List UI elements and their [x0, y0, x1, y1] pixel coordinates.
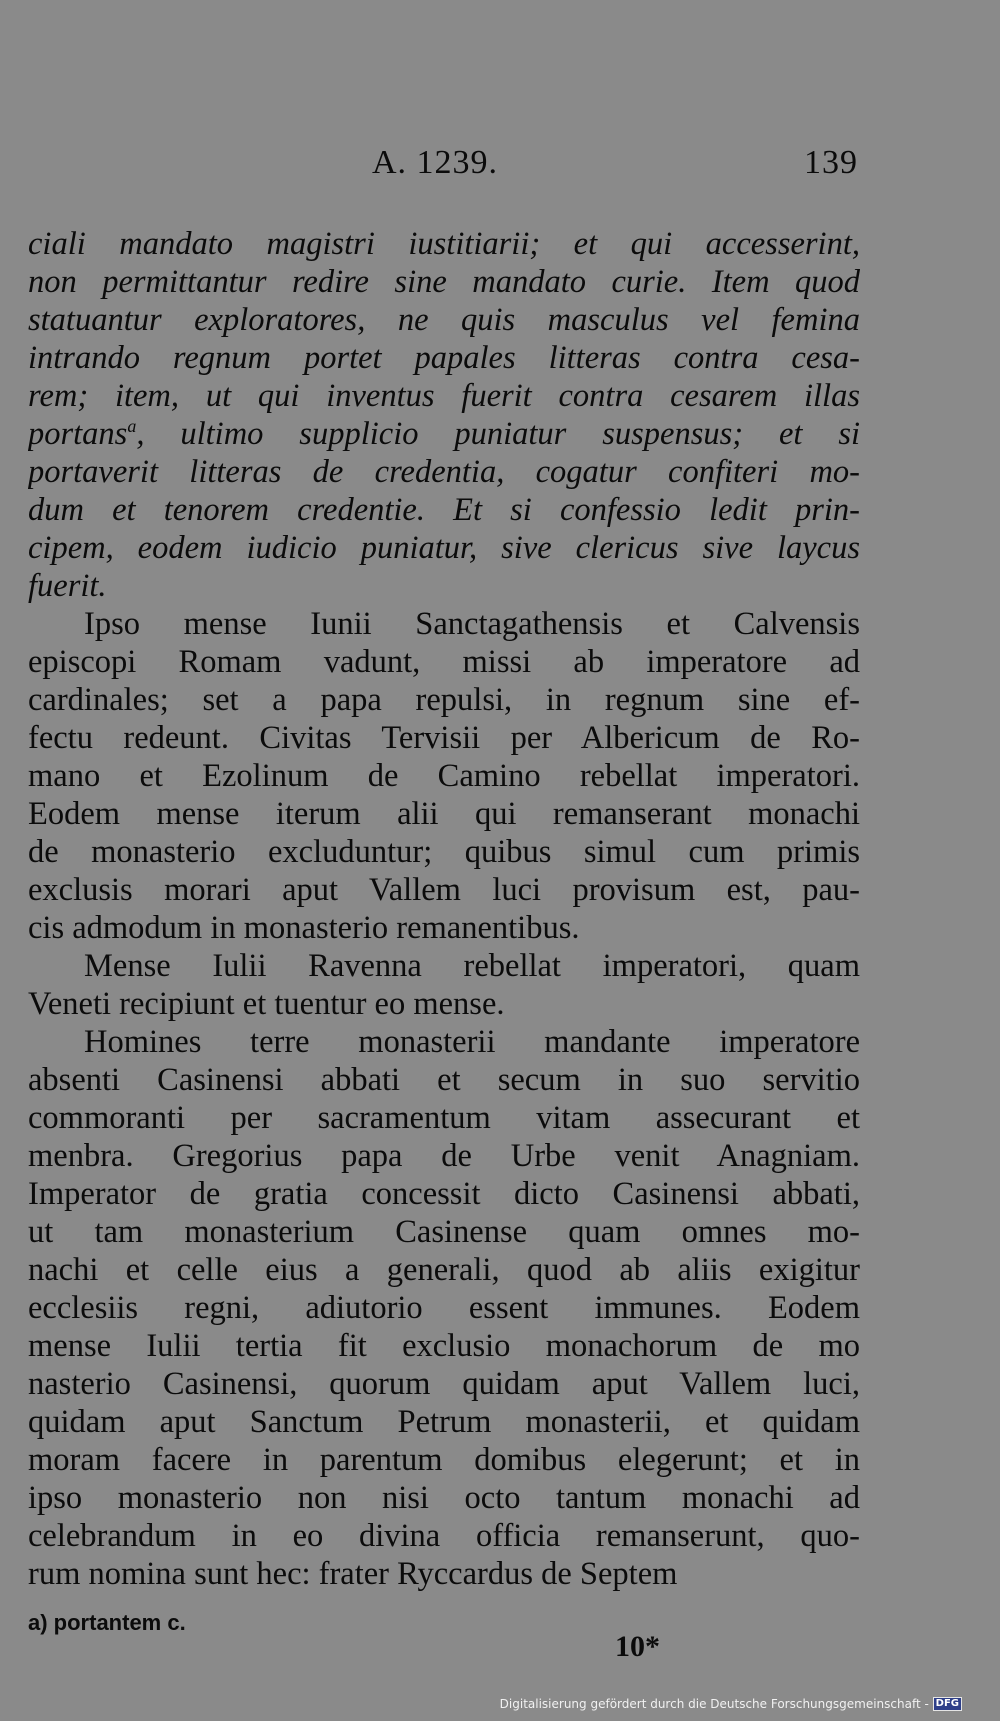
dfg-logo-icon: DFG	[933, 1697, 962, 1711]
paragraph-line: ecclesiis regni, adiutorio essent immunes. Eodem	[28, 1290, 860, 1326]
paragraph-line: de monasterio excluduntur; quibus simul cum primis	[28, 834, 860, 870]
text-line: portaverit litteras de credentia, cogatur confiteri mo-	[28, 454, 860, 490]
paragraph-line: cardinales; set a papa repulsi, in regnum sine ef-	[28, 682, 860, 718]
paragraph-line: menbra. Gregorius papa de Urbe venit Anagniam.	[28, 1138, 860, 1174]
paragraph-line: exclusis morari aput Vallem luci provisum est, pau-	[28, 872, 860, 908]
text-line: statuantur exploratores, ne quis masculus vel femina	[28, 302, 860, 338]
paragraph-line: quidam aput Sanctum Petrum monasterii, et quidam	[28, 1404, 860, 1440]
text-line: cipem, eodem iudicio puniatur, sive clericus sive laycus	[28, 530, 860, 566]
paragraph-line: commoranti per sacramentum vitam assecurant et	[28, 1100, 860, 1136]
paragraph-line: Ipso mense Iunii Sanctagathensis et Calvensis	[84, 606, 860, 642]
paragraph-line: Imperator de gratia concessit dicto Casinensi abbati,	[28, 1176, 860, 1212]
signature-mark: 10*	[615, 1630, 660, 1663]
text-line: ciali mandato magistri iustitiarii; et qui accesserint,	[28, 226, 860, 262]
text-line: intrando regnum portet papales litteras contra cesa-	[28, 340, 860, 376]
paragraph-line: cis admodum in monasterio remanentibus.	[28, 910, 580, 946]
footnote: a) portantem c.	[28, 1610, 186, 1635]
paragraph-line: mano et Ezolinum de Camino rebellat imperatori.	[28, 758, 860, 794]
paragraph-line: episcopi Romam vadunt, missi ab imperatore ad	[28, 644, 860, 680]
digitization-credit-text: Digitalisierung gefördert durch die Deutsche Forschungsgemeinschaft -	[499, 1696, 929, 1711]
text-line: rem; item, ut qui inventus fuerit contra cesarem illas	[28, 378, 860, 414]
paragraph-line: absenti Casinensi abbati et secum in suo servitio	[28, 1062, 860, 1098]
text-fragment: portans	[28, 416, 128, 452]
running-head-title: A. 1239.	[372, 144, 499, 181]
paragraph-line: nachi et celle eius a generali, quod ab aliis exigitur	[28, 1252, 860, 1288]
paragraph-line: Homines terre monasterii mandante imperatore	[84, 1024, 860, 1060]
paragraph-line: Eodem mense iterum alii qui remanserant monachi	[28, 796, 860, 832]
paragraph-line: Mense Iulii Ravenna rebellat imperatori, quam	[84, 948, 860, 984]
text-line: non permittantur redire sine mandato curie. Item quod	[28, 264, 860, 300]
paragraph-line: celebrandum in eo divina officia remanserunt, quo-	[28, 1518, 860, 1554]
text-line: dum et tenorem credentie. Et si confessio ledit prin-	[28, 492, 860, 528]
paragraph-line: rum nomina sunt hec: frater Ryccardus de Septem	[28, 1556, 678, 1592]
paragraph-line: ipso monasterio non nisi octo tantum monachi ad	[28, 1480, 860, 1516]
page-number: 139	[804, 144, 858, 181]
text-fragment: , ultimo supplicio puniatur suspensus; et si	[136, 416, 860, 452]
body-text	[28, 225, 860, 1593]
paragraph-line: fectu redeunt. Civitas Tervisii per Albericum de Ro-	[28, 720, 860, 756]
footnote-marker: a	[127, 416, 137, 437]
paragraph-line: mense Iulii tertia fit exclusio monachorum de mo	[28, 1328, 860, 1364]
paragraph-line: ut tam monasterium Casinense quam omnes mo-	[28, 1214, 860, 1250]
text-line	[28, 415, 860, 453]
paragraph-line: Veneti recipiunt et tuentur eo mense.	[28, 986, 505, 1022]
paragraph-line: nasterio Casinensi, quorum quidam aput Vallem luci,	[28, 1366, 860, 1402]
paragraph-line: moram facere in parentum domibus elegerunt; et in	[28, 1442, 860, 1478]
digitization-credit	[500, 1697, 962, 1712]
text-line: fuerit.	[28, 568, 107, 604]
